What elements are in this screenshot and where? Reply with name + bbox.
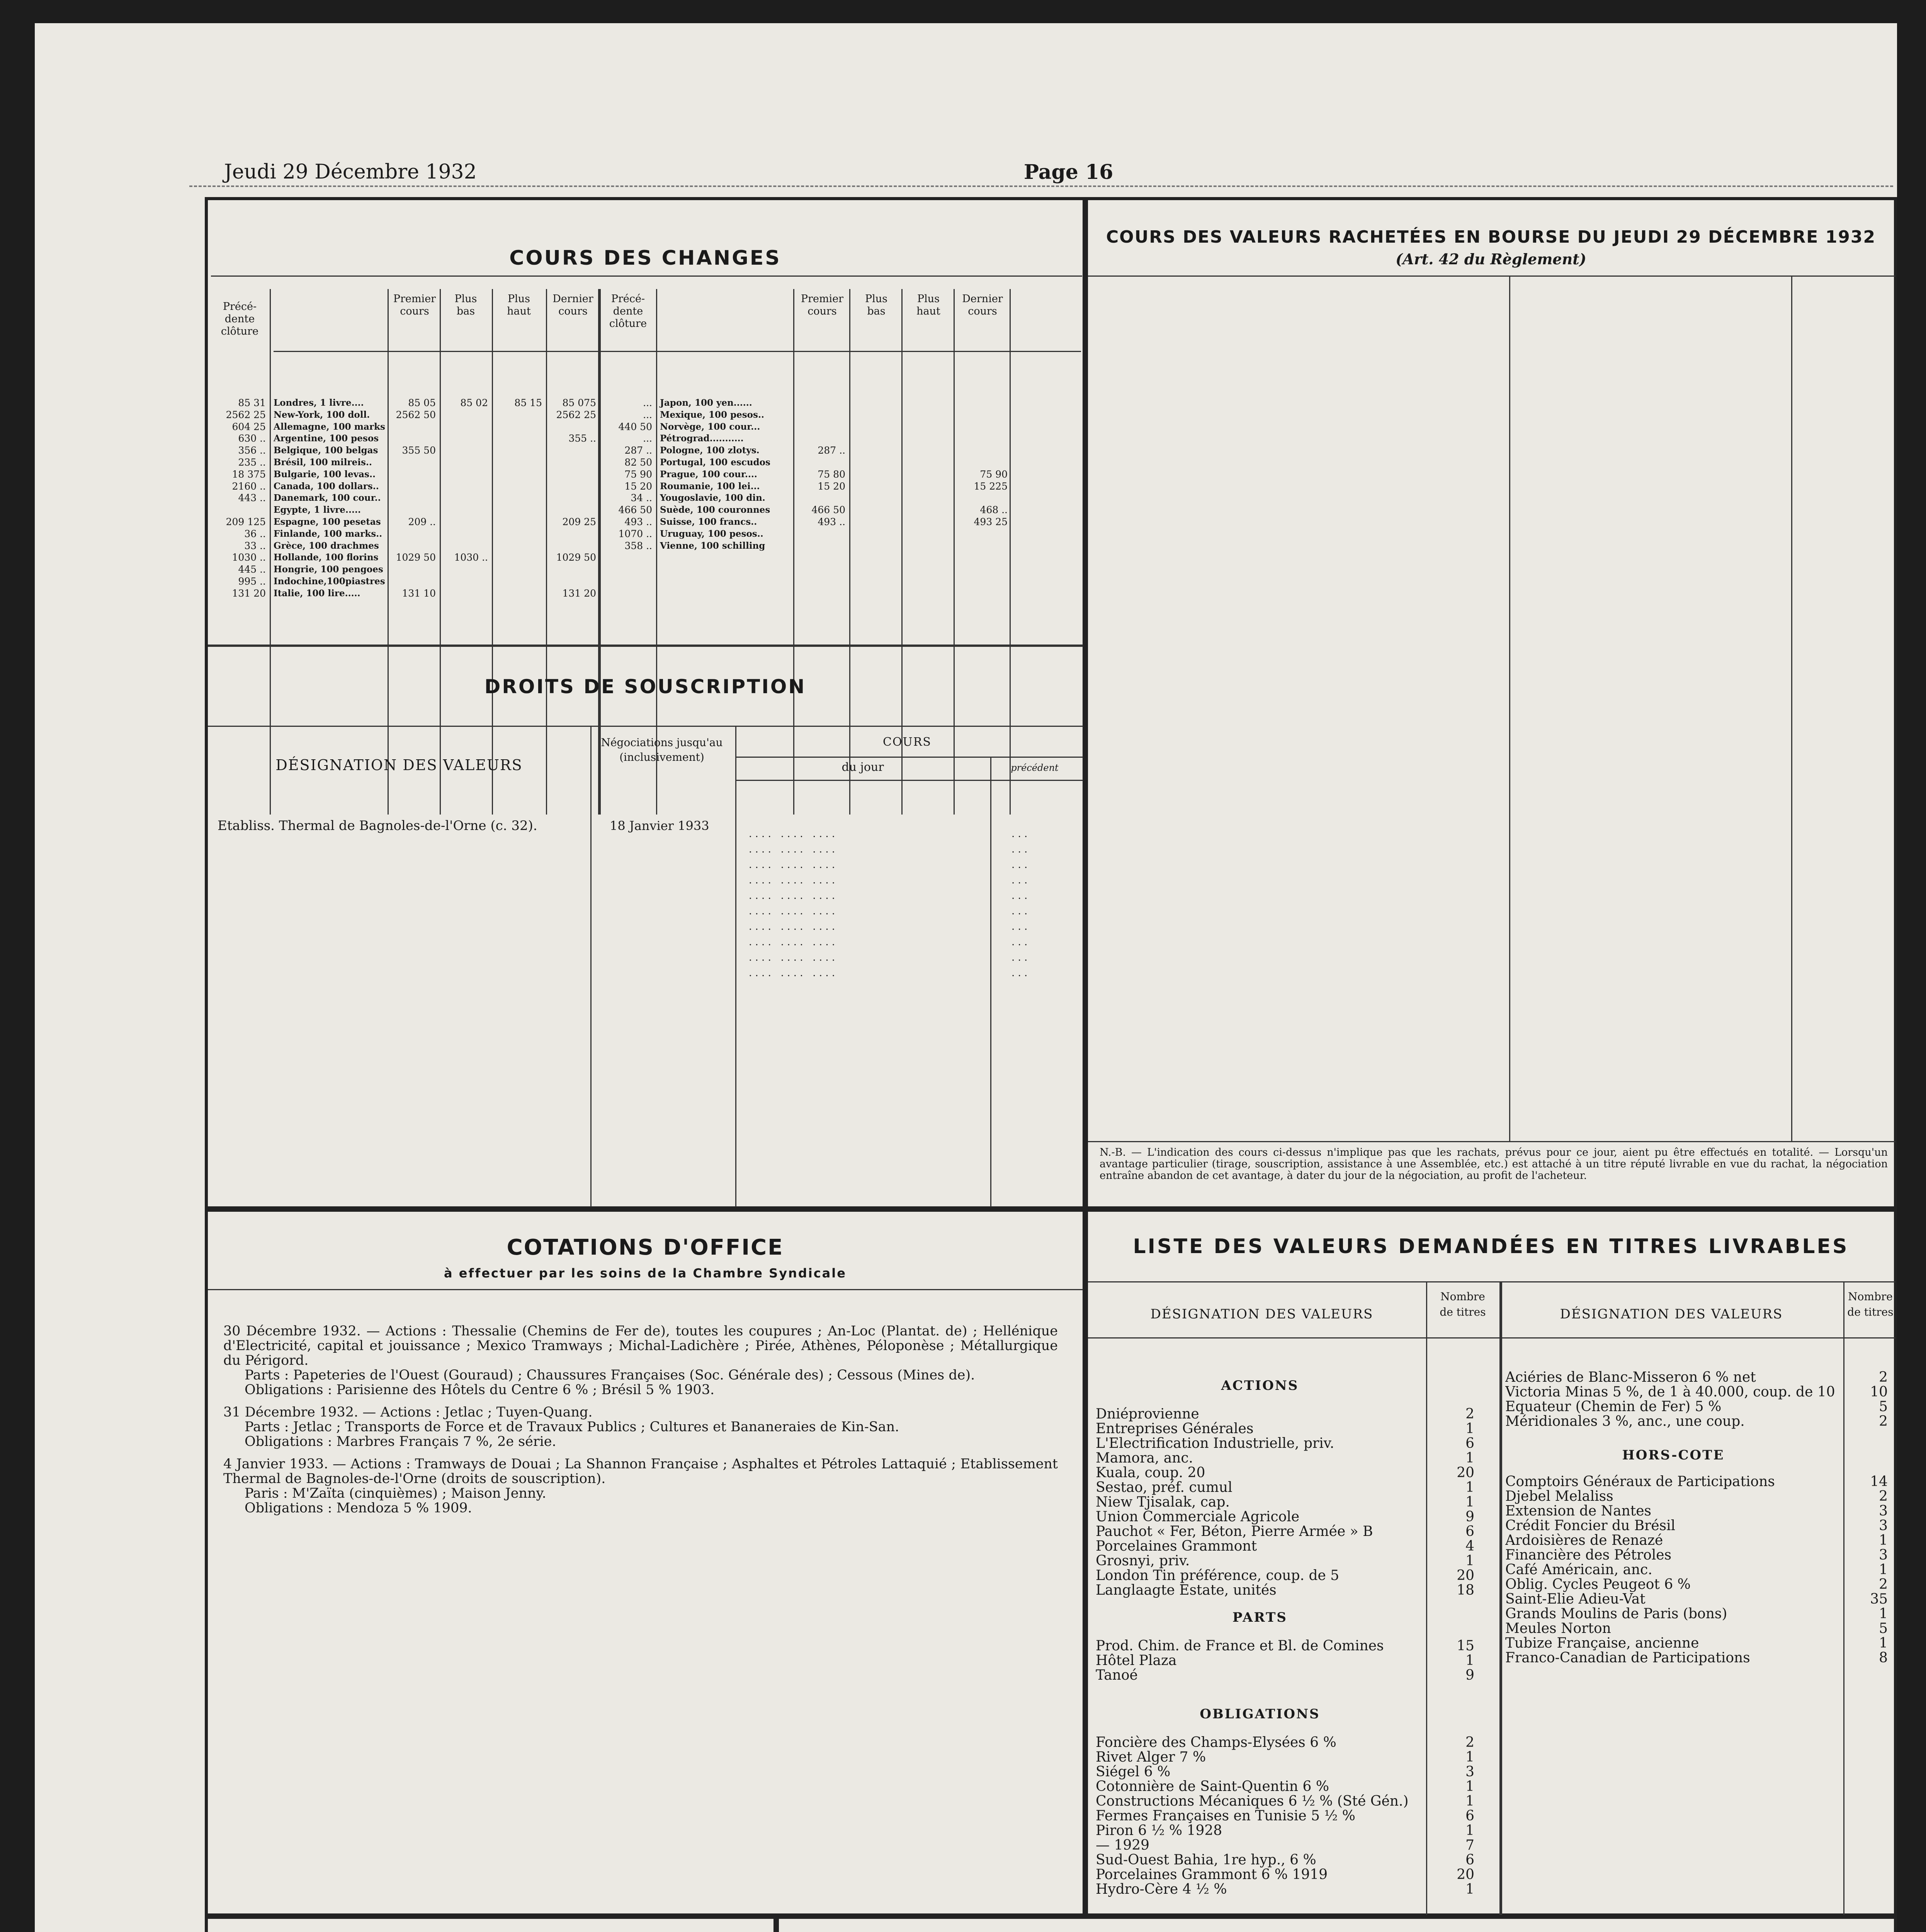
livrables-obligation-row: Rivet Alger 7 % — [1096, 1750, 1206, 1765]
cotations-rule — [208, 1289, 1083, 1290]
livrables-horscote-row: Franco-Canadian de Participations — [1505, 1651, 1750, 1665]
livrables-action-row: Grosnyi, priv. — [1096, 1554, 1190, 1568]
souscription-row-name: Etabliss. Thermal de Bagnoles-de-l'Orne (c. 32). — [218, 818, 537, 833]
livrables-action-count: 2 — [1465, 1407, 1474, 1422]
changes-col-dernier-right: Dernier cours — [962, 293, 1003, 317]
changes-col-plus-haut: Plus haut — [507, 293, 531, 317]
cotations-p2b: Parts : Jetlac ; Transports de Force et de Travaux Publics ; Cultures et Bananeraies de Kin-San. — [245, 1419, 899, 1435]
changes-right-prec-values: ... ... 440 50 ... 287 .. 82 50 75 90 15 20 34 .. 466 50 493 .. 1070 .. 358 .. — [618, 397, 652, 551]
livrables-horscote-row: Djebel Melaliss — [1505, 1489, 1613, 1504]
changes-header-rule — [274, 351, 1081, 352]
livrables-horscote-row: Extension de Nantes — [1505, 1504, 1652, 1519]
livrables-horscote-row: Financière des Pétroles — [1505, 1548, 1672, 1563]
livrables-actions-list — [1096, 1407, 1424, 1598]
changes-left-premier-values: 85 05 2562 50 355 50 209 .. 1029 50 131 10 — [396, 397, 436, 599]
livrables-horscote-count: 1 — [1879, 1533, 1888, 1548]
livrables-action-row: Union Commerciale Agricole — [1096, 1510, 1300, 1524]
livrables-right-row: Equateur (Chemin de Fer) 5 % — [1505, 1400, 1722, 1414]
livrables-obligation-count: 1 — [1465, 1779, 1474, 1794]
livrables-action-row: Niew Tjisalak, cap. — [1096, 1495, 1230, 1510]
livrables-parts-counts — [1428, 1639, 1474, 1683]
livrables-horscote-counts — [1845, 1475, 1888, 1665]
rachetees-frame — [1086, 197, 1897, 1209]
header-date: Jeudi 29 Décembre 1932 — [224, 160, 477, 184]
livrables-col-nombre: Nombre de titres — [1440, 1290, 1486, 1318]
livrables-part-count: 1 — [1465, 1653, 1474, 1668]
livrables-action-count: 6 — [1465, 1436, 1474, 1451]
livrables-action-row: Dniéprovienne — [1096, 1407, 1199, 1422]
livrables-action-count: 9 — [1465, 1510, 1474, 1524]
livrables-right-count: 2 — [1879, 1370, 1888, 1385]
livrables-obligation-row: Siégel 6 % — [1096, 1765, 1171, 1779]
livrables-right-count: 5 — [1879, 1400, 1888, 1414]
souscription-sep — [735, 726, 736, 1207]
livrables-obligation-row: Constructions Mécaniques 6 ½ % (Sté Gén.) — [1096, 1794, 1409, 1809]
livrables-horscote-list — [1505, 1475, 1841, 1665]
livrables-horscote-count: 8 — [1879, 1651, 1888, 1665]
livrables-horscote-count: 3 — [1879, 1519, 1888, 1533]
livrables-title: LISTE DES VALEURS DEMANDÉES EN TITRES LIVRABLES — [1133, 1235, 1849, 1258]
changes-sep — [492, 289, 493, 815]
souscription-title: DROITS DE SOUSCRIPTION — [484, 675, 806, 698]
changes-col-plus-bas-right: Plus bas — [865, 293, 888, 317]
livrables-horscote-count: 3 — [1879, 1504, 1888, 1519]
livrables-action-count: 1 — [1465, 1480, 1474, 1495]
livrables-horscote-count: 1 — [1879, 1636, 1888, 1651]
livrables-horscote-count: 14 — [1870, 1475, 1888, 1489]
changes-right-countries: Japon, 100 yen...... Mexique, 100 pesos.. Norvège, 100 cour... Pétrograd........... Pologne, 100 zlotys. Portugal, 100 escudos Prague, 100 cour.... Roumanie, 100 lei... Yougoslavie, 100 din. Suède, 100 couronnes Suisse, 100 francs.. Uruguay, 100 pesos.. Vienne, 100 schilling — [660, 398, 770, 551]
livrables-sep — [1499, 1281, 1502, 1915]
livrables-horscote-row: Meules Norton — [1505, 1621, 1611, 1636]
livrables-action-row: Entreprises Générales — [1096, 1422, 1254, 1436]
livrables-frame — [1086, 1209, 1897, 1917]
livrables-action-count: 1 — [1465, 1451, 1474, 1466]
souscription-col-cours: COURS — [883, 735, 932, 749]
livrables-horscote-row: Crédit Foncier du Brésil — [1505, 1519, 1676, 1533]
changes-left-plus-haut-values: 85 15 — [514, 397, 542, 408]
livrables-right-row: Victoria Minas 5 %, de 1 à 40.000, coup. de 10 — [1505, 1385, 1835, 1400]
livrables-obligations-list — [1096, 1735, 1424, 1897]
livrables-obligation-row: Sud-Ouest Bahia, 1re hyp., 6 % — [1096, 1853, 1316, 1867]
cotations-title: COTATIONS D'OFFICE — [507, 1235, 784, 1260]
livrables-rule — [1088, 1281, 1895, 1282]
livrables-action-row: Mamora, anc. — [1096, 1451, 1193, 1466]
rachetees-note-rule — [1088, 1141, 1895, 1142]
livrables-obligation-count: 6 — [1465, 1853, 1474, 1867]
header-page-number: Page 16 — [1024, 160, 1113, 184]
livrables-action-count: 4 — [1465, 1539, 1474, 1554]
cotations-p3: 4 Janvier 1933. — Actions : Tramways de Douai ; La Shannon Française ; Asphaltes et Pétroles Lattaquié ; Etablissement Thermal de Bagnoles-de-l'Orne (droits de souscription). — [223, 1456, 1058, 1486]
changes-sep — [388, 289, 389, 815]
livrables-obligation-row: Hydro-Cère 4 ½ % — [1096, 1882, 1227, 1897]
livrables-obligation-count: 1 — [1465, 1823, 1474, 1838]
livrables-part-count: 9 — [1465, 1668, 1474, 1683]
livrables-horscote-count: 3 — [1879, 1548, 1888, 1563]
souscription-col-negociations: Négociations jusqu'au (inclusivement) — [601, 736, 723, 764]
cotations-p3b: Paris : M'Zaïta (cinquièmes) ; Maison Jenny. — [245, 1486, 546, 1501]
demandees-frame — [777, 1917, 1897, 1932]
livrables-action-count: 20 — [1457, 1466, 1474, 1480]
changes-left-dernier-values: 85 075 2562 25 355 .. 209 25 1029 50 131 20 — [556, 397, 596, 599]
livrables-obligation-row: Foncière des Champs-Elysées 6 % — [1096, 1735, 1336, 1750]
changes-col-premier-right: Premier cours — [801, 293, 844, 317]
changes-right-premier-values: 287 .. 75 80 15 20 466 50 493 .. — [811, 445, 845, 527]
livrables-obligation-count: 20 — [1457, 1867, 1474, 1882]
changes-left-plus-bas-values: 85 02 1030 .. — [454, 397, 488, 563]
rachetees-title: COURS DES VALEURS RACHETÉES EN BOURSE DU JEUDI 29 DÉCEMBRE 1932 — [1106, 227, 1876, 247]
changes-col-dernier: Dernier cours — [552, 293, 593, 317]
livrables-action-count: 6 — [1465, 1524, 1474, 1539]
livrables-right-count: 10 — [1870, 1385, 1888, 1400]
livrables-obligation-count: 7 — [1465, 1838, 1474, 1853]
changes-right-dernier-values: 75 90 15 225 468 .. 493 25 — [974, 468, 1008, 527]
newspaper-page — [35, 23, 1897, 1932]
changes-sep — [270, 289, 271, 815]
souscription-col-precedent: précédent — [1011, 762, 1059, 773]
rachetees-rule — [1088, 276, 1895, 277]
changes-col-plus-bas: Plus bas — [454, 293, 477, 317]
livrables-action-count: 20 — [1457, 1568, 1474, 1583]
livrables-horscote-row: Tubize Française, ancienne — [1505, 1636, 1699, 1651]
livrables-parts-heading: PARTS — [1232, 1610, 1287, 1625]
livrables-right-count: 2 — [1879, 1414, 1888, 1429]
cotations-p1b: Parts : Papeteries de l'Ouest (Gouraud) ; Chaussures Françaises (Soc. Générale des) ; Cessous (Mines de). — [245, 1367, 975, 1383]
changes-title: COURS DES CHANGES — [509, 247, 781, 270]
livrables-obligation-row: — 1929 — [1096, 1838, 1150, 1853]
souscription-top-rule — [208, 645, 1083, 647]
cotations-p2: 31 Décembre 1932. — Actions : Jetlac ; Tuyen-Quang. — [223, 1405, 593, 1420]
livrables-obligation-row: Cotonnière de Saint-Quentin 6 % — [1096, 1779, 1329, 1794]
livrables-horscote-row: Comptoirs Généraux de Participations — [1505, 1475, 1775, 1489]
changes-sep — [546, 289, 547, 815]
rachetees-subtitle: (Art. 42 du Règlement) — [1396, 250, 1586, 268]
changes-sep — [440, 289, 441, 815]
changes-col-prec-right: Précé- dente clôture — [609, 293, 647, 330]
livrables-action-row: Langlaagte Estate, unités — [1096, 1583, 1277, 1598]
livrables-part-row: Prod. Chim. de France et Bl. de Comines — [1096, 1639, 1384, 1653]
cotations-frame — [205, 1209, 1086, 1917]
livrables-obligation-row: Piron 6 ½ % 1928 — [1096, 1823, 1222, 1838]
souscription-subrule — [735, 780, 1083, 781]
livrables-action-row: Porcelaines Grammont — [1096, 1539, 1257, 1554]
cotations-p1c: Obligations : Parisienne des Hôtels du Centre 6 % ; Brésil 5 % 1903. — [245, 1382, 715, 1398]
livrables-obligation-count: 1 — [1465, 1794, 1474, 1809]
livrables-obligation-count: 3 — [1465, 1765, 1474, 1779]
livrables-action-row: Sestao, préf. cumul — [1096, 1480, 1232, 1495]
livrables-horscote-row: Café Américain, anc. — [1505, 1563, 1652, 1577]
livrables-obligation-row: Fermes Françaises en Tunisie 5 ½ % — [1096, 1809, 1356, 1823]
livrables-action-row: London Tin préférence, coup. de 5 — [1096, 1568, 1340, 1583]
changes-left-prec-values: 85 31 2562 25 604 25 630 .. 356 .. 235 .. 18 375 2160 .. 443 .. 209 125 36 .. 33 .. 1030 .. 445 .. 995 .. 131 20 — [226, 397, 266, 599]
livrables-obligations-counts — [1428, 1735, 1474, 1897]
livrables-horscote-row: Oblig. Cycles Peugeot 6 % — [1505, 1577, 1691, 1592]
livrables-horscote-row: Ardoisières de Renazé — [1505, 1533, 1663, 1548]
livrables-right-counts — [1845, 1370, 1888, 1429]
livrables-obligations-heading: OBLIGATIONS — [1200, 1706, 1320, 1722]
livrables-horscote-count: 35 — [1870, 1592, 1888, 1607]
cotations-p3c: Obligations : Mendoza 5 % 1909. — [245, 1500, 472, 1516]
livrables-parts-list — [1096, 1639, 1424, 1683]
livrables-horscote-count: 1 — [1879, 1563, 1888, 1577]
souscription-rule — [208, 726, 1083, 727]
rachetees-sep — [1791, 276, 1792, 1141]
livrables-header-rule — [1088, 1337, 1895, 1338]
livrables-sep — [1843, 1281, 1844, 1915]
livrables-part-count: 15 — [1457, 1639, 1474, 1653]
livrables-horscote-count: 2 — [1879, 1489, 1888, 1504]
livrables-actions-counts — [1428, 1407, 1474, 1598]
souscription-col-jour: du jour — [841, 760, 884, 774]
livrables-sep — [1426, 1281, 1427, 1915]
header-rule — [189, 185, 1893, 187]
livrables-col-designation-right: DÉSIGNATION DES VALEURS — [1560, 1306, 1783, 1322]
souscription-subrule — [735, 757, 1083, 758]
cotations-p1: 30 Décembre 1932. — Actions : Thessalie (Chemins de Fer de), toutes les coupures ; An-Loc (Plantat. de) ; Hellénique d'Electricité, capital et jouissance ; Mexico Tramways ; Michal-Ladichère ; Pirée, Athènes, Péloponèse ; Métallurgique du Périgord. — [223, 1323, 1058, 1368]
livrables-action-row: L'Electrification Industrielle, priv. — [1096, 1436, 1334, 1451]
livrables-col-nombre-right: Nombre de titres — [1847, 1290, 1894, 1318]
changes-col-prec-left: Précé- dente clôture — [221, 301, 259, 337]
livrables-part-row: Hôtel Plaza — [1096, 1653, 1177, 1668]
livrables-obligation-row: Porcelaines Grammont 6 % 1919 — [1096, 1867, 1328, 1882]
livrables-action-row: Pauchot « Fer, Béton, Pierre Armée » B — [1096, 1524, 1373, 1539]
changes-rule — [211, 276, 1082, 277]
changes-col-premier: Premier cours — [393, 293, 436, 317]
souscription-row-date: 18 Janvier 1933 — [610, 818, 709, 833]
changes-left-countries: Londres, 1 livre.... New-York, 100 doll. Allemagne, 100 marks Argentine, 100 pesos Belgique, 100 belgas Brésil, 100 milreis.. Bulgarie, 100 levas.. Canada, 100 dollars.. Danemark, 100 cour.. Egypte, 1 livre..... Espagne, 100 pesetas Finlande, 100 marks.. Grèce, 100 drachmes Hollande, 100 florins Hongrie, 100 pengoes Indochine,100piastres Italie, 100 lire..... — [274, 398, 385, 599]
livrables-obligation-count: 1 — [1465, 1750, 1474, 1765]
livrables-horscote-row: Saint-Elie Adieu-Vat — [1505, 1592, 1646, 1607]
livrables-action-count: 18 — [1457, 1583, 1474, 1598]
livrables-horscote-count: 2 — [1879, 1577, 1888, 1592]
livrables-part-row: Tanoé — [1096, 1668, 1138, 1683]
souscription-sep — [990, 757, 991, 1207]
livrables-horscote-count: 5 — [1879, 1621, 1888, 1636]
souscription-prec-dots: . . . . . . . . . . . . . . . . . . . . . . . . . . . . . . — [1011, 828, 1028, 979]
livrables-obligation-count: 1 — [1465, 1882, 1474, 1897]
souscription-dots: . . . . . . . . . . . . . . . . . . . . . . . . . . . . . . . . . . . . . . . . . . . . . . . . . . . . . . . . . . . . . . . . . . . . . . . . . . . . . . . . . . . . . . . . . . . . . . . . . . . . . . . . . . . . . . . . . . . . . . . . — [749, 828, 835, 979]
livrables-horscote-count: 1 — [1879, 1607, 1888, 1621]
livrables-actions-heading: ACTIONS — [1221, 1378, 1299, 1393]
livrables-col-designation: DÉSIGNATION DES VALEURS — [1150, 1306, 1374, 1322]
livrables-action-count: 1 — [1465, 1554, 1474, 1568]
cotations-p2c: Obligations : Marbres Français 7 %, 2e série. — [245, 1434, 556, 1449]
souscription-col-designation: DÉSIGNATION DES VALEURS — [275, 757, 523, 774]
changes-and-souscription-frame — [205, 197, 1086, 1209]
livrables-right-row: Aciéries de Blanc-Misseron 6 % net — [1505, 1370, 1756, 1385]
livrables-right-row: Méridionales 3 %, anc., une coup. — [1505, 1414, 1745, 1429]
rachetees-note: N.-B. — L'indication des cours ci-dessus n'implique pas que les rachats, prévus pour ce jour, aient pu être effectués en totalité. — Lorsqu'un avantage particulier (tirage, souscription, assistance à une Assemblée, etc.) est attaché à un titre réputé livrable en vue du rachat, la négociation entraîne abandon de cet avantage, à dater du jour de la négociation, au profit de l'acheteur. — [1100, 1146, 1888, 1182]
livrables-right-list — [1505, 1370, 1841, 1429]
souscription-sep — [590, 726, 592, 1207]
livrables-action-count: 1 — [1465, 1422, 1474, 1436]
livrables-obligation-count: 6 — [1465, 1809, 1474, 1823]
changes-col-plus-haut-right: Plus haut — [916, 293, 940, 317]
rappels-frame — [205, 1917, 777, 1932]
livrables-horscote-heading: HORS-COTE — [1622, 1447, 1725, 1463]
livrables-obligation-count: 2 — [1465, 1735, 1474, 1750]
livrables-action-count: 1 — [1465, 1495, 1474, 1510]
rachetees-sep — [1509, 276, 1510, 1141]
livrables-action-row: Kuala, coup. 20 — [1096, 1466, 1205, 1480]
livrables-horscote-row: Grands Moulins de Paris (bons) — [1505, 1607, 1727, 1621]
cotations-subtitle: à effectuer par les soins de la Chambre Syndicale — [444, 1266, 847, 1281]
